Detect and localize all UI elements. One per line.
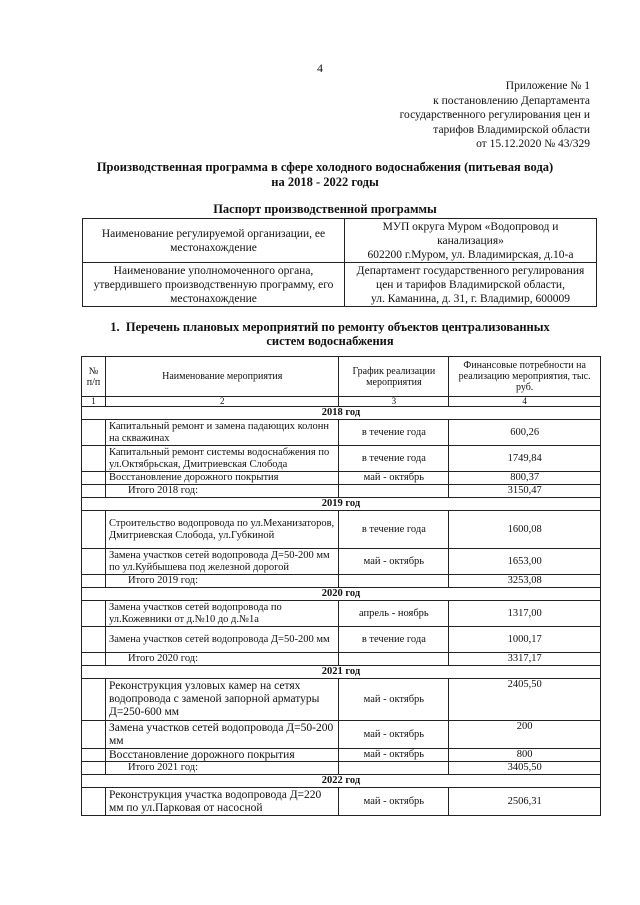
document-title [60, 160, 590, 190]
event-finance: 1600,08 [449, 511, 601, 549]
table-header-row [82, 357, 601, 397]
header-schedule: График реализации мероприятия [339, 357, 449, 397]
event-schedule: май - октябрь [339, 721, 449, 749]
column-index-row [82, 397, 601, 407]
event-name: Капитальный ремонт системы водоснабжения по ул.Октябрьская, Дмитриевская Слобода [105, 446, 338, 472]
event-finance: 1000,17 [449, 627, 601, 653]
event-schedule: апрель - ноябрь [339, 601, 449, 627]
col-index-4: 4 [449, 397, 601, 407]
year-row [82, 407, 601, 420]
event-name: Замена участков сетей водопровода Д=50-200 мм [105, 721, 338, 749]
event-finance: 200 [449, 721, 601, 749]
appendix-line-3: государственного регулирования цен и [399, 109, 590, 121]
table-row [82, 549, 601, 575]
table-row [82, 446, 601, 472]
event-finance: 1749,84 [449, 446, 601, 472]
table-row [82, 679, 601, 721]
total-value: 3317,17 [449, 653, 601, 666]
event-finance: 2506,31 [449, 788, 601, 816]
passport-table [82, 218, 597, 307]
event-name: Реконструкция узловых камер на сетях водопровода с заменой запорной арматуры Д=250-600 мм [105, 679, 338, 721]
col-index-2: 2 [105, 397, 338, 407]
table-row [82, 472, 601, 485]
section-number: 1. [110, 320, 120, 334]
header-finance: Финансовые потребности на реализацию мероприятия, тыс. руб. [449, 357, 601, 397]
total-value: 3405,50 [449, 762, 601, 775]
passport-authority-address: ул. Каманина, д. 31, г. Владимир, 600009 [371, 292, 570, 305]
total-value: 3150,47 [449, 485, 601, 498]
year-2018: 2018 год [82, 407, 601, 420]
event-schedule: май - октябрь [339, 679, 449, 721]
event-schedule: в течение года [339, 511, 449, 549]
passport-title: Паспорт производственной программы [213, 202, 437, 216]
year-2022: 2022 год [82, 775, 601, 788]
year-row [82, 775, 601, 788]
event-name: Капитальный ремонт и замена падающих колонн на скважинах [105, 420, 338, 446]
event-schedule: в течение года [339, 420, 449, 446]
total-label: Итого 2019 год: [105, 575, 338, 588]
total-label: Итого 2020 год: [105, 653, 338, 666]
passport-authority-label: Наименование уполномоченного органа, утвердившего производственную программу, его местонахождение [83, 263, 345, 307]
event-finance: 800 [449, 749, 601, 762]
event-finance: 800,37 [449, 472, 601, 485]
event-name: Строительство водопровода по ул.Механизаторов, Дмитриевская Слобода, ул.Губкиной [105, 511, 338, 549]
appendix-line-5: от 15.12.2020 № 43/329 [476, 138, 590, 150]
table-row [82, 788, 601, 816]
total-label: Итого 2018 год: [105, 485, 338, 498]
event-finance: 1317,00 [449, 601, 601, 627]
event-finance: 2405,50 [449, 679, 601, 721]
table-row [82, 420, 601, 446]
section-title-line-1: Перечень плановых мероприятий по ремонту объектов централизованных [125, 320, 550, 334]
page-number: 4 [317, 61, 323, 75]
year-row [82, 666, 601, 679]
title-line-1: Производственная программа в сфере холодного водоснабжения (питьевая вода) [96, 160, 554, 174]
passport-org-address: 602200 г.Муром, ул. Владимирская, д.10-а [367, 248, 574, 261]
event-name: Восстановление дорожного покрытия [105, 749, 338, 762]
year-row [82, 588, 601, 601]
passport-authority-value [345, 263, 597, 307]
col-index-1: 1 [82, 397, 106, 407]
table-row [82, 601, 601, 627]
appendix-line-4: тарифов Владимирской области [433, 123, 590, 136]
event-schedule: май - октябрь [339, 749, 449, 762]
col-index-3: 3 [339, 397, 449, 407]
event-schedule: в течение года [339, 627, 449, 653]
total-label: Итого 2021 год: [105, 762, 338, 775]
appendix-line-1: Приложение № 1 [505, 80, 590, 92]
passport-org-name: МУП округа Муром «Водопровод и канализация» [382, 220, 559, 247]
year-row [82, 498, 601, 511]
title-line-2: на 2018 - 2022 годы [271, 175, 379, 189]
total-value: 3253,08 [449, 575, 601, 588]
event-finance: 1653,00 [449, 549, 601, 575]
passport-org-value [345, 219, 597, 263]
section-title-line-2: систем водоснабжения [266, 334, 394, 348]
table-row [82, 511, 601, 549]
event-name: Восстановление дорожного покрытия [105, 472, 338, 485]
total-row [82, 762, 601, 775]
year-2021: 2021 год [82, 666, 601, 679]
total-row [82, 485, 601, 498]
events-table [81, 356, 601, 816]
event-schedule: май - октябрь [339, 472, 449, 485]
event-schedule: в течение года [339, 446, 449, 472]
header-name: Наименование мероприятия [105, 357, 338, 397]
year-2019: 2019 год [82, 498, 601, 511]
event-finance: 600,26 [449, 420, 601, 446]
event-schedule: май - октябрь [339, 549, 449, 575]
passport-org-label: Наименование регулируемой организации, ее местонахождение [83, 219, 345, 263]
total-row [82, 575, 601, 588]
appendix-line-2: к постановлению Департамента [433, 94, 590, 107]
event-name: Замена участков сетей водопровода Д=50-200 мм [105, 627, 338, 653]
event-name: Замена участков сетей водопровода Д=50-200 мм по ул.Куйбышева под железной дорогой [105, 549, 338, 575]
table-row [82, 721, 601, 749]
section-title [60, 320, 600, 348]
appendix-block [360, 79, 590, 152]
event-name: Реконструкция участка водопровода Д=220 мм по ул.Парковая от насосной [105, 788, 338, 816]
event-schedule: май - октябрь [339, 788, 449, 816]
header-num: № п/п [82, 357, 106, 397]
event-name: Замена участков сетей водопровода по ул.Кожевники от д.№10 до д.№1а [105, 601, 338, 627]
year-2020: 2020 год [82, 588, 601, 601]
table-row [82, 627, 601, 653]
total-row [82, 653, 601, 666]
table-row [82, 749, 601, 762]
passport-authority-name: Департамент государственного регулирования цен и тарифов Владимирской области, [356, 264, 585, 291]
